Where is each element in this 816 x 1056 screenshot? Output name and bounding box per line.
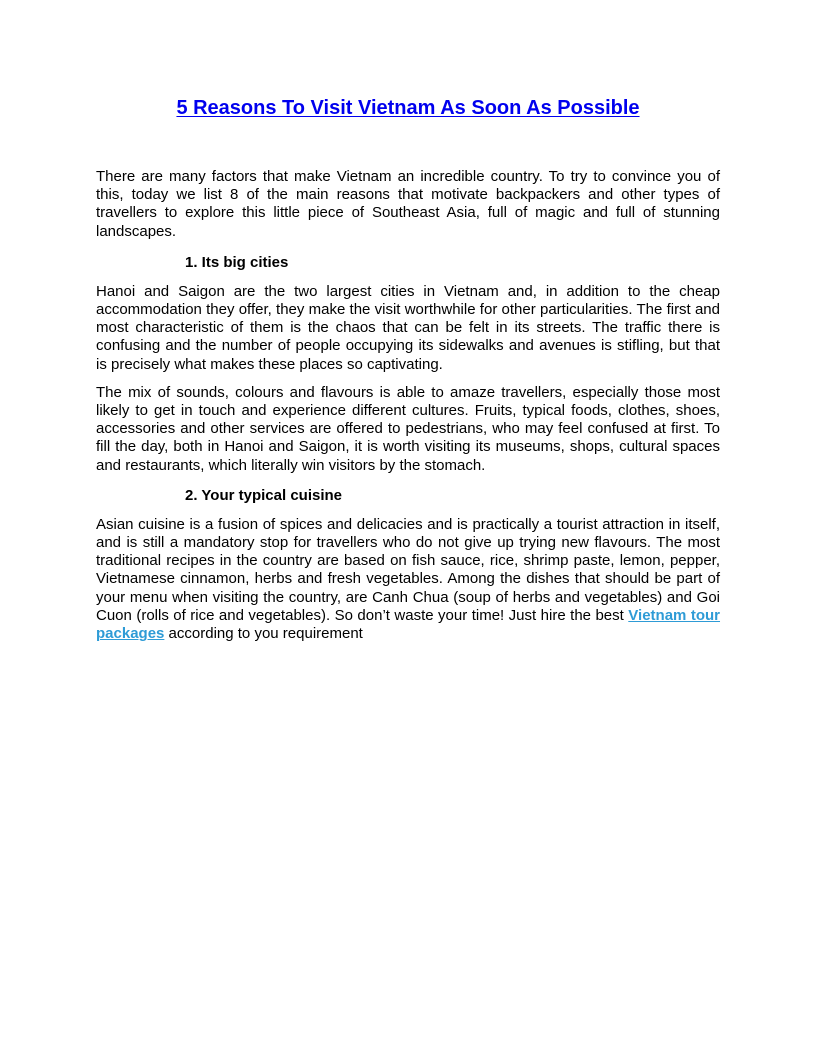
section-heading-typical-cuisine: 2. Your typical cuisine (185, 486, 343, 504)
title-link[interactable]: 5 Reasons To Visit Vietnam As Soon As Possible (176, 97, 640, 119)
document-page (96, 0, 720, 643)
intro-paragraph: There are many factors that make Vietnam an incredible country. To try to convince you of this, today we list 8 of the main reasons that motivate backpackers and other types of travellers to explore this little piece of Southeast Asia, full of magic and full of stunning landscapes. (96, 168, 720, 240)
cuisine-paragraph (96, 516, 720, 643)
cuisine-paragraph-end-text: according to you requirement (164, 625, 363, 643)
section-heading-big-cities: 1. Its big cities (185, 253, 289, 271)
vietnam-tour-packages-link[interactable]: Vietnam tour packages (96, 606, 721, 643)
cuisine-paragraph-text: Asian cuisine is a fusion of spices and delicacies and is practically a tourist attraction in itself, and is still a mandatory stop for travellers who do not give up trying new flavours. The most traditional recipes in the country are based on fish sauce, rice, shrimp paste, lemon, pepper, Vietnamese cinnamon, herbs and fresh vegetables. Among the dishes that should be part of your menu when visiting the country, are Canh Chua (soup of herbs and vegetables) and Goi Cuon (rolls of rice and vegetables). So don’t waste your time! Just hire the best (96, 515, 720, 624)
document-title (96, 96, 720, 120)
big-cities-paragraph-2: The mix of sounds, colours and flavours is able to amaze travellers, especially those most likely to get in touch and experience different cultures. Fruits, typical foods, clothes, shoes, accessories and other services are offered to pedestrians, who may feel confused at first. To fill the day, both in Hanoi and Saigon, it is worth visiting its museums, shops, cultural spaces and restaurants, which literally win visitors by the stomach. (96, 383, 720, 474)
big-cities-paragraph-1: Hanoi and Saigon are the two largest cities in Vietnam and, in addition to the cheap accommodation they offer, they make the visit worthwhile for other particularities. The first and most characteristic of them is the chaos that can be felt in its streets. The traffic there is confusing and the number of people occupying its sidewalks and avenues is stifling, but that is precisely what makes these places so captivating. (96, 282, 720, 373)
